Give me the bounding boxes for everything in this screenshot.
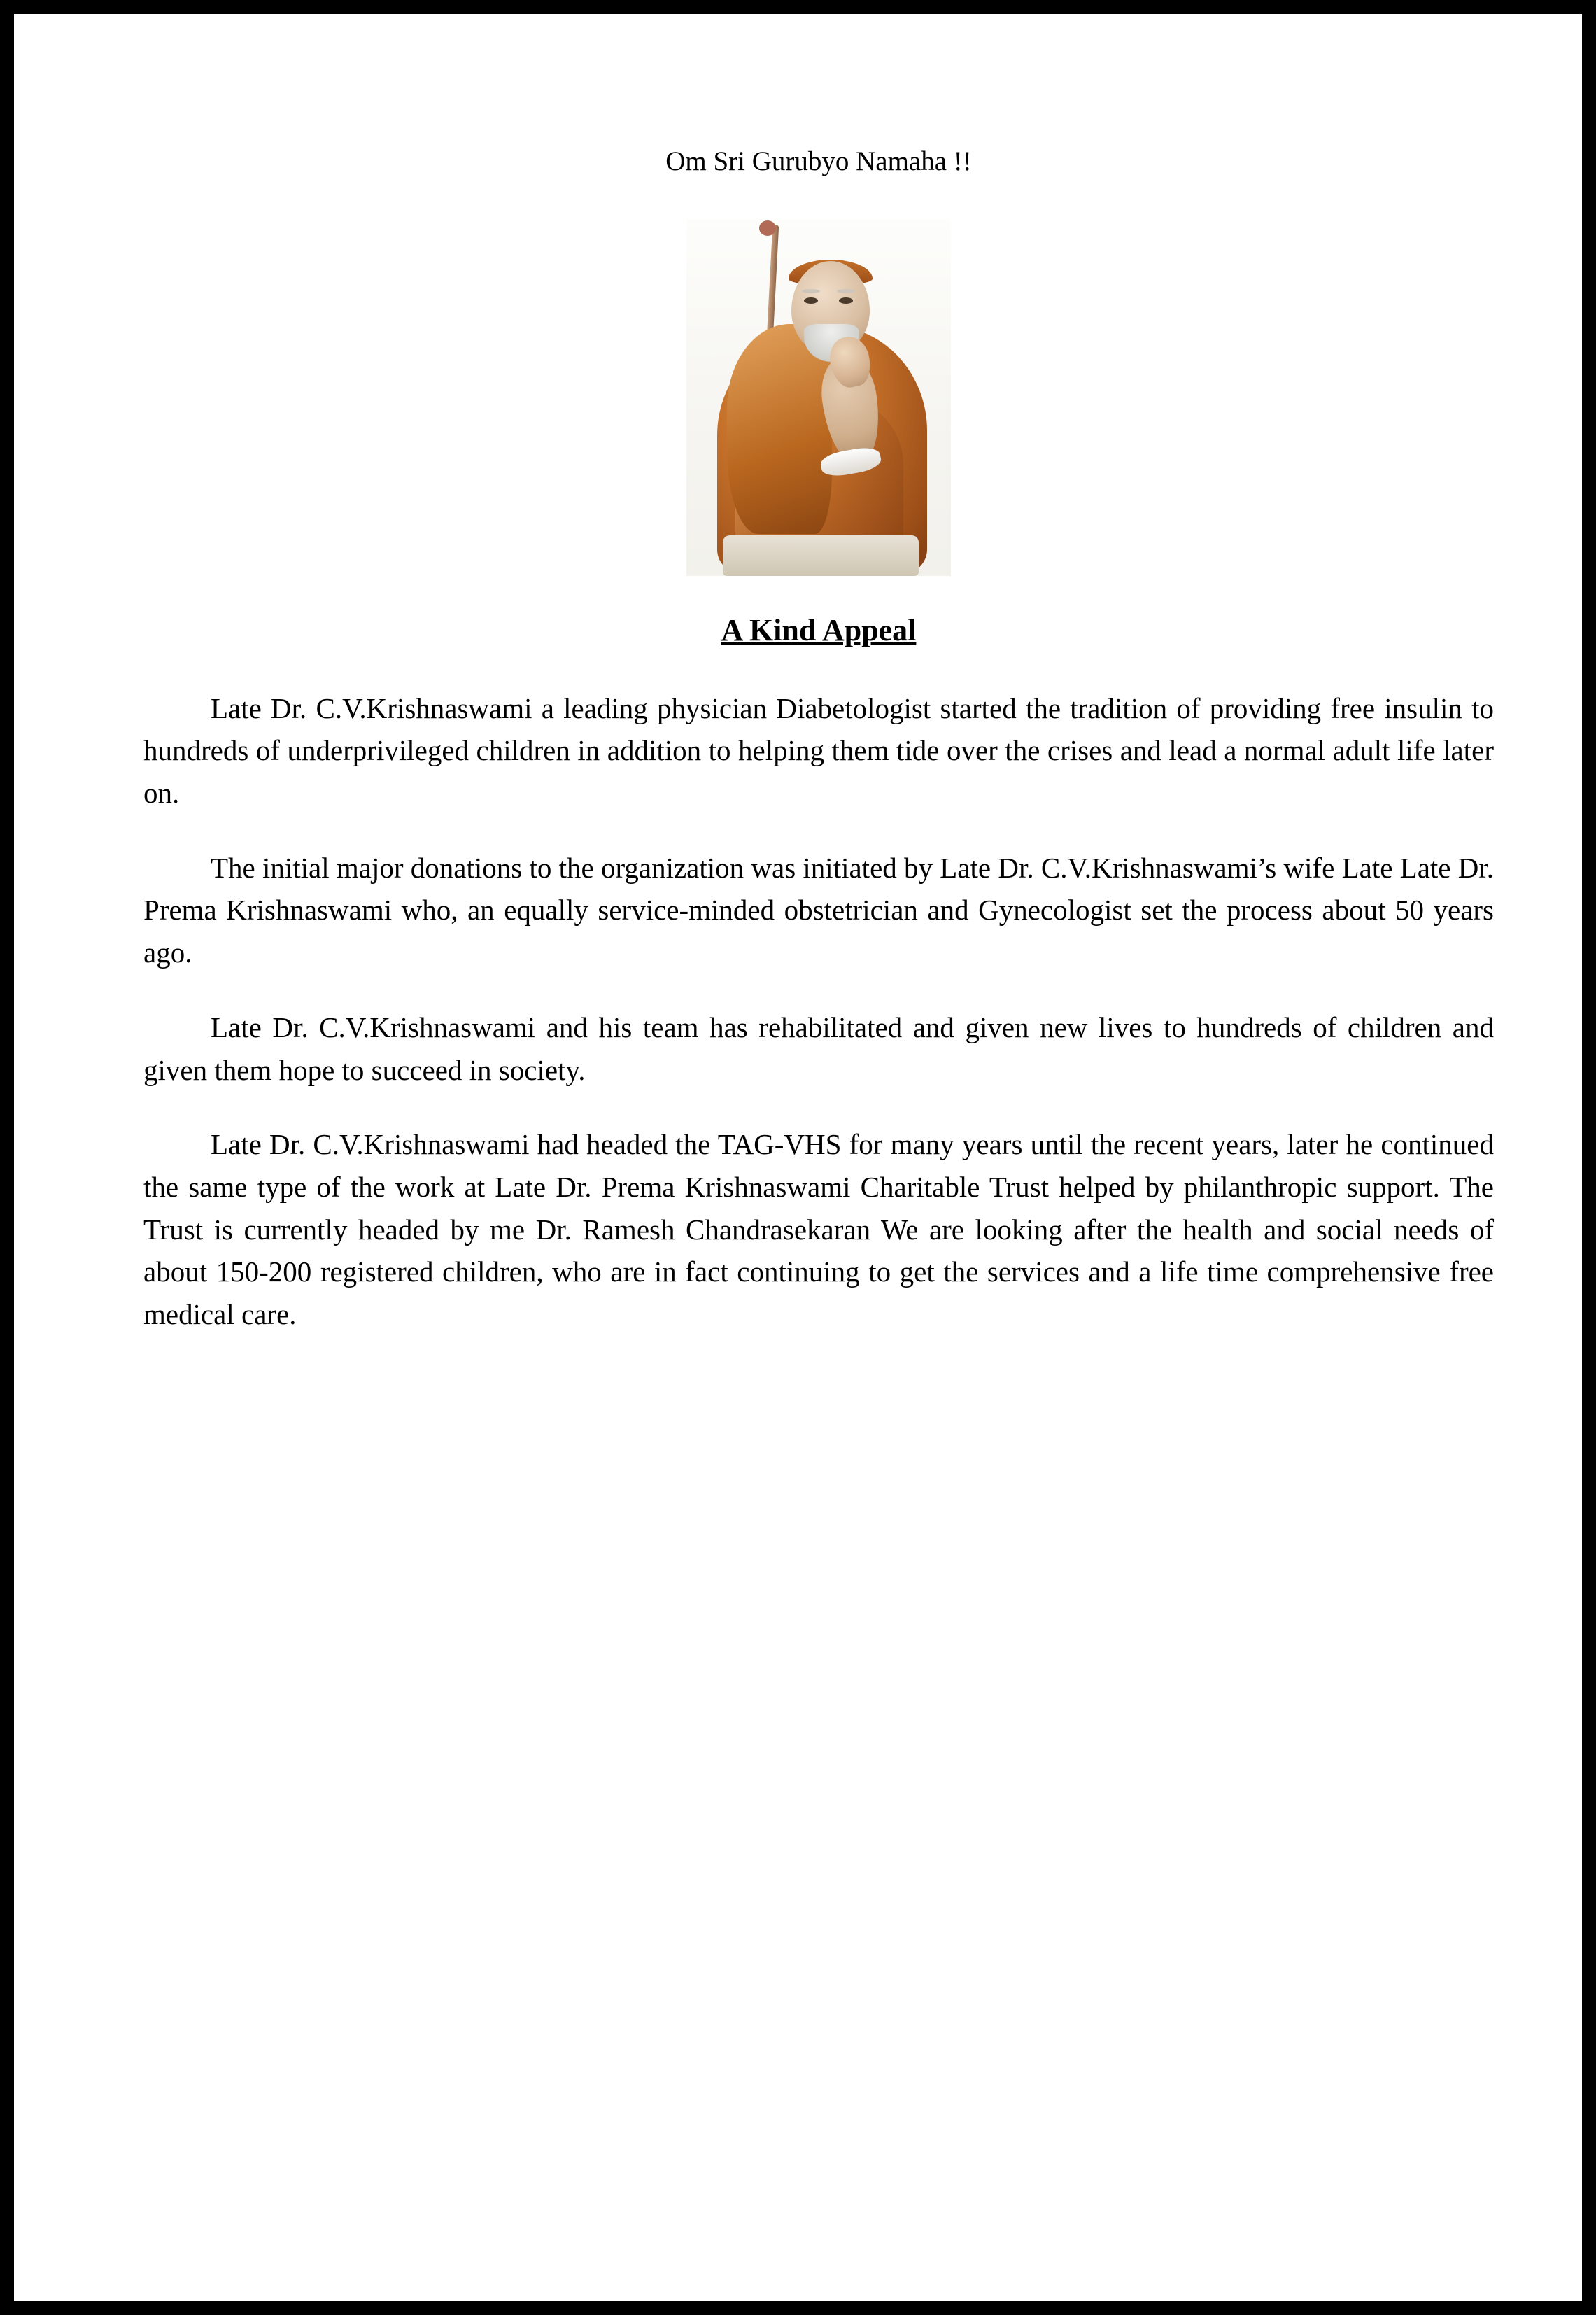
saint-portrait-image [686, 219, 951, 576]
paragraph-3: Late Dr. C.V.Krishnaswami and his team has rehabilitated and given new lives to hundreds of children and given them hope to succeed in society. [143, 1011, 1494, 1086]
portrait-container [143, 219, 1494, 576]
left-brow-shape [802, 289, 820, 293]
staff-top-icon [759, 220, 776, 236]
document-content [143, 14, 1494, 1365]
left-eye-shape [804, 297, 818, 304]
paragraph-2: The initial major donations to the organization was initiated by Late Dr. C.V.Krishnaswami’s wife Late Late Dr. Prema Krishnaswami who, an equally service-minded obstetrician and Gynecologist set the process about 50 years ago. [143, 851, 1494, 969]
invocation-line: Om Sri Gurubyo Namaha !! [665, 146, 972, 176]
document-page [14, 14, 1582, 2301]
right-brow-shape [837, 289, 855, 293]
right-eye-shape [839, 297, 853, 304]
paragraph-4: Late Dr. C.V.Krishnaswami had headed the TAG-VHS for many years until the recent years, later he continued the same type of the work at Late Dr. Prema Krishnaswami Charitable Trust helped by philanthropic support. The Trust is currently headed by me Dr. Ramesh Chandrasekaran We are looking after the health and social needs of about 150-200 registered children, who are in fact continuing to get the services and a life time comprehensive free medical care. [143, 1128, 1494, 1330]
pedestal-shape [723, 535, 919, 576]
page-title: A Kind Appeal [721, 612, 917, 647]
paragraph-1: Late Dr. C.V.Krishnaswami a leading physician Diabetologist started the tradition of providing free insulin to hundreds of underprivileged children in addition to helping them tide over the crises and lead a normal adult life later on. [143, 691, 1494, 810]
